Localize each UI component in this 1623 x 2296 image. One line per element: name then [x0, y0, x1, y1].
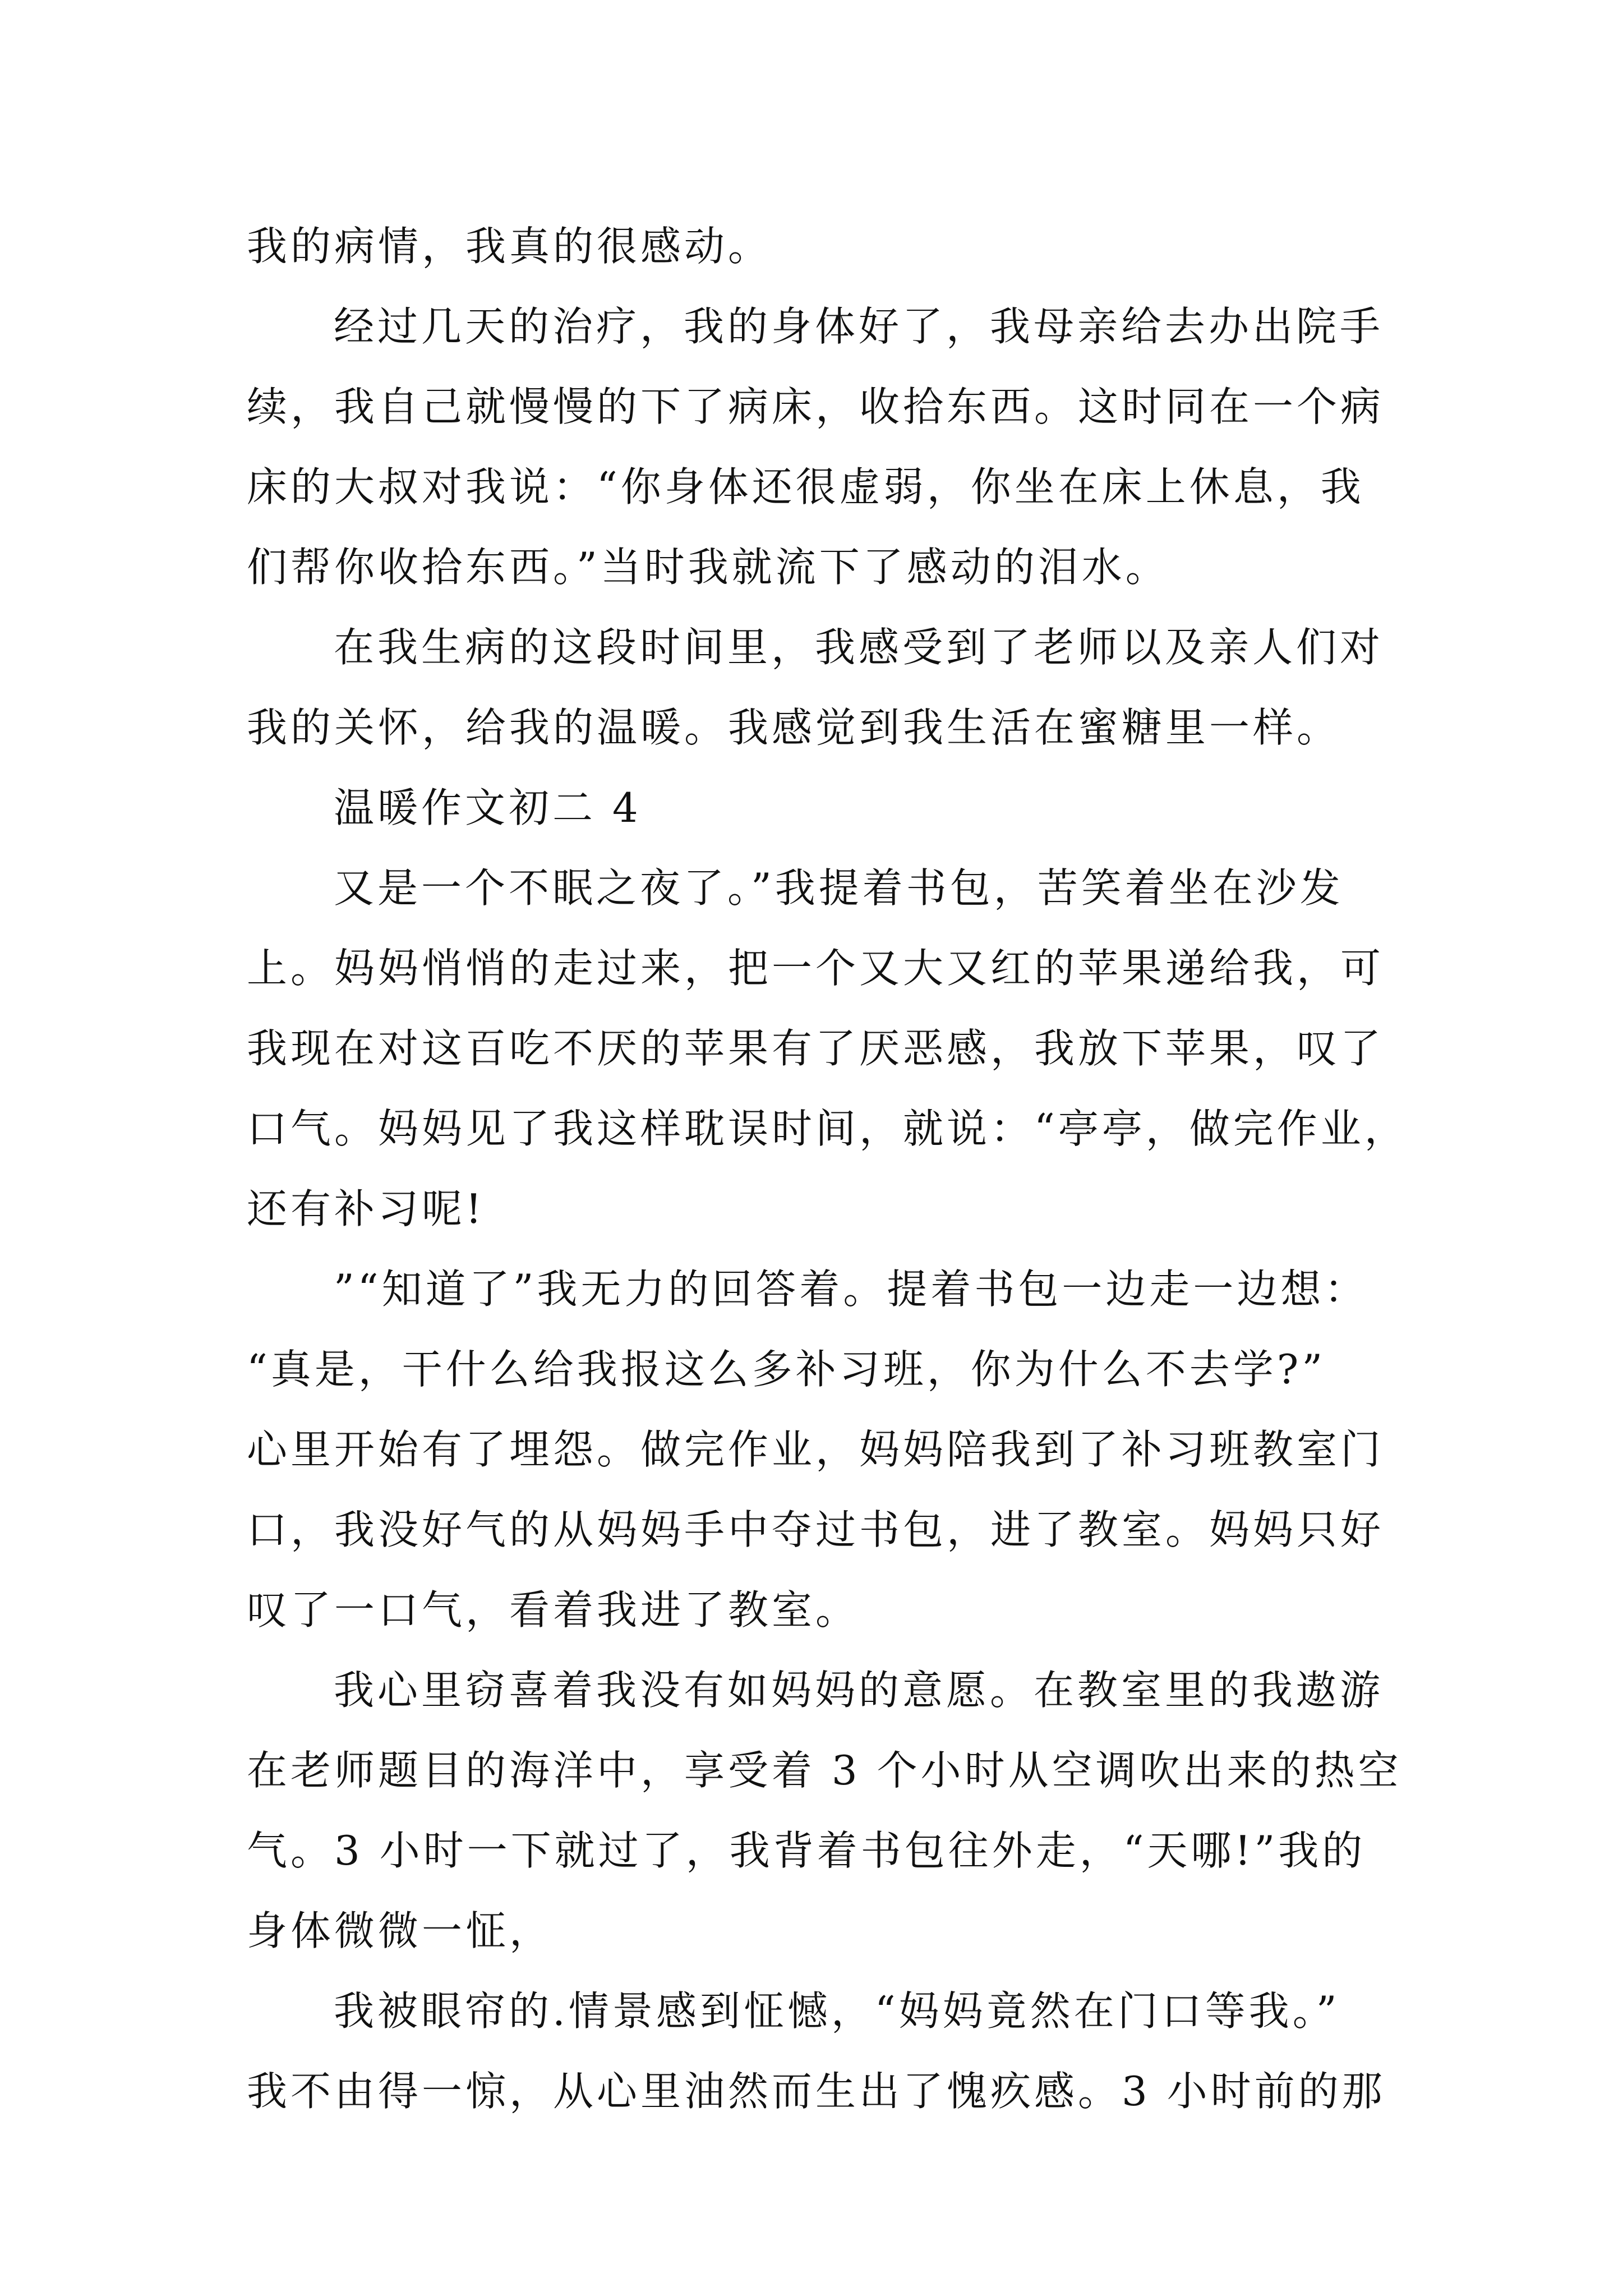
- paragraph-start-line: 又是一个不眠之夜了。”我提着书包，苦笑着坐在沙发: [334, 864, 1344, 912]
- text-line: 我的病情，我真的很感动。: [247, 223, 772, 270]
- text-line: 口，我没好气的从妈妈手中夺过书包，进了教室。妈妈只好: [247, 1506, 1385, 1553]
- paragraph-start-line: 我被眼帘的.情景感到怔憾，“妈妈竟然在门口等我。”: [334, 1987, 1340, 2035]
- paragraph-start-line: ”“知道了”我无力的回答着。提着书包一边走一边想：: [334, 1266, 1368, 1313]
- text-line: 还有补习呢!: [247, 1185, 485, 1232]
- document-body: [247, 206, 1408, 2132]
- text-line: 口气。妈妈见了我这样耽误时间，就说：“亭亭，做完作业，: [247, 1105, 1408, 1152]
- text-line: 身体微微一怔，: [247, 1907, 554, 1954]
- text-line: 气。3 小时一下就过了，我背着书包往外走，“天哪!”我的: [247, 1827, 1366, 1874]
- text-line: 床的大叔对我说：“你身体还很虚弱，你坐在床上休息，我: [247, 463, 1364, 510]
- text-line: 我的关怀，给我的温暖。我感觉到我生活在蜜糖里一样。: [247, 704, 1341, 751]
- paragraph-start-line: 我心里窃喜着我没有如妈妈的意愿。在教室里的我遨游: [334, 1667, 1384, 1714]
- text-line: 我不由得一惊，从心里油然而生出了愧疚感。3 小时前的那: [247, 2068, 1386, 2115]
- text-line: 心里开始有了埋怨。做完作业，妈妈陪我到了补习班教室门: [247, 1426, 1385, 1473]
- text-line: 上。妈妈悄悄的走过来，把一个又大又红的苹果递给我，可: [247, 945, 1385, 992]
- section-heading: 温暖作文初二 4: [334, 784, 642, 831]
- paragraph-start-line: 经过几天的治疗，我的身体好了，我母亲给去办出院手: [334, 303, 1384, 350]
- text-line: 续，我自己就慢慢的下了病床，收拾东西。这时同在一个病: [247, 383, 1385, 430]
- text-line: 们帮你收拾东西。”当时我就流下了感动的泪水。: [247, 544, 1169, 591]
- text-line: 在老师题目的海洋中，享受着 3 个小时从空调吹出来的热空: [247, 1747, 1402, 1794]
- text-line: “真是，干什么给我报这么多补习班，你为什么不去学?”: [247, 1346, 1326, 1393]
- paragraph-start-line: 在我生病的这段时间里，我感受到了老师以及亲人们对: [334, 624, 1384, 671]
- text-line: 叹了一口气，看着我进了教室。: [247, 1586, 860, 1634]
- text-line: 我现在对这百吃不厌的苹果有了厌恶感，我放下苹果，叹了: [247, 1025, 1385, 1072]
